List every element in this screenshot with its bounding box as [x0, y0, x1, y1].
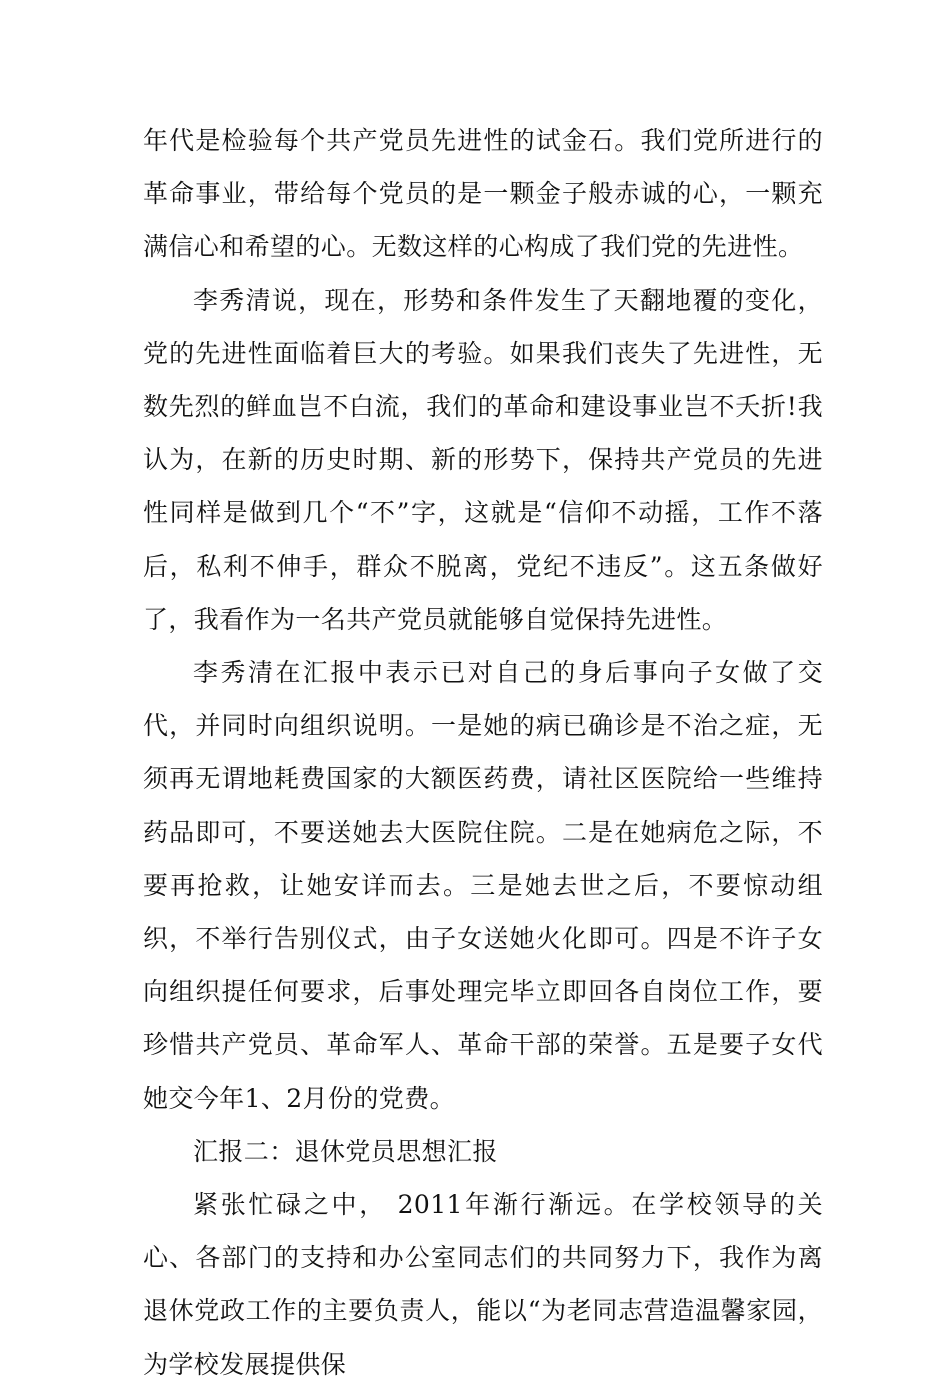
- paragraph-continuation: 年代是检验每个共产党员先进性的试金石。我们党所进行的革命事业，带给每个党员的是一颗金子般赤诚的心，一颗充满信心和希望的心。无数这样的心构成了我们党的先进性。: [143, 126, 823, 262]
- paragraph-report-two-intro: 紧张忙碌之中， 2011年渐行渐远。在学校领导的关心、各部门的支持和办公室同志们的共同努力下，我作为离退休党政工作的主要负责人，能以“为老同志营造温馨家园，为学校发展提供保: [143, 1190, 823, 1379]
- section-heading-report-two: 汇报二：退休党员思想汇报: [193, 1136, 498, 1166]
- document-body: [143, 114, 823, 1391]
- paragraph-li-xiuqing-arrangements: 李秀清在汇报中表示已对自己的身后事向子女做了交代，并同时向组织说明。一是她的病已确诊是不治之症，无须再无谓地耗费国家的大额医药费，请社区医院给一些维持药品即可，不要送她去大医院住院。二是在她病危之际，不要再抢救，让她安详而去。三是她去世之后，不要惊动组织，不举行告别仪式，由子女送她火化即可。四是不许子女向组织提任何要求，后事处理完毕立即回各自岗位工作，要珍惜共产党员、革命军人、革命干部的荣誉。五是要子女代她交今年1、2月份的党费。: [143, 658, 823, 1113]
- paragraph-li-xiuqing-statement: 李秀清说，现在，形势和条件发生了天翻地覆的变化，党的先进性面临着巨大的考验。如果我们丧失了先进性，无数先烈的鲜血岂不白流，我们的革命和建设事业岂不夭折!我认为，在新的历史时期、新的形势下，保持共产党员的先进性同样是做到几个“不”字，这就是“信仰不动摇，工作不落后，私利不伸手，群众不脱离，党纪不违反”。这五条做好了，我看作为一名共产党员就能够自觉保持先进性。: [143, 285, 823, 634]
